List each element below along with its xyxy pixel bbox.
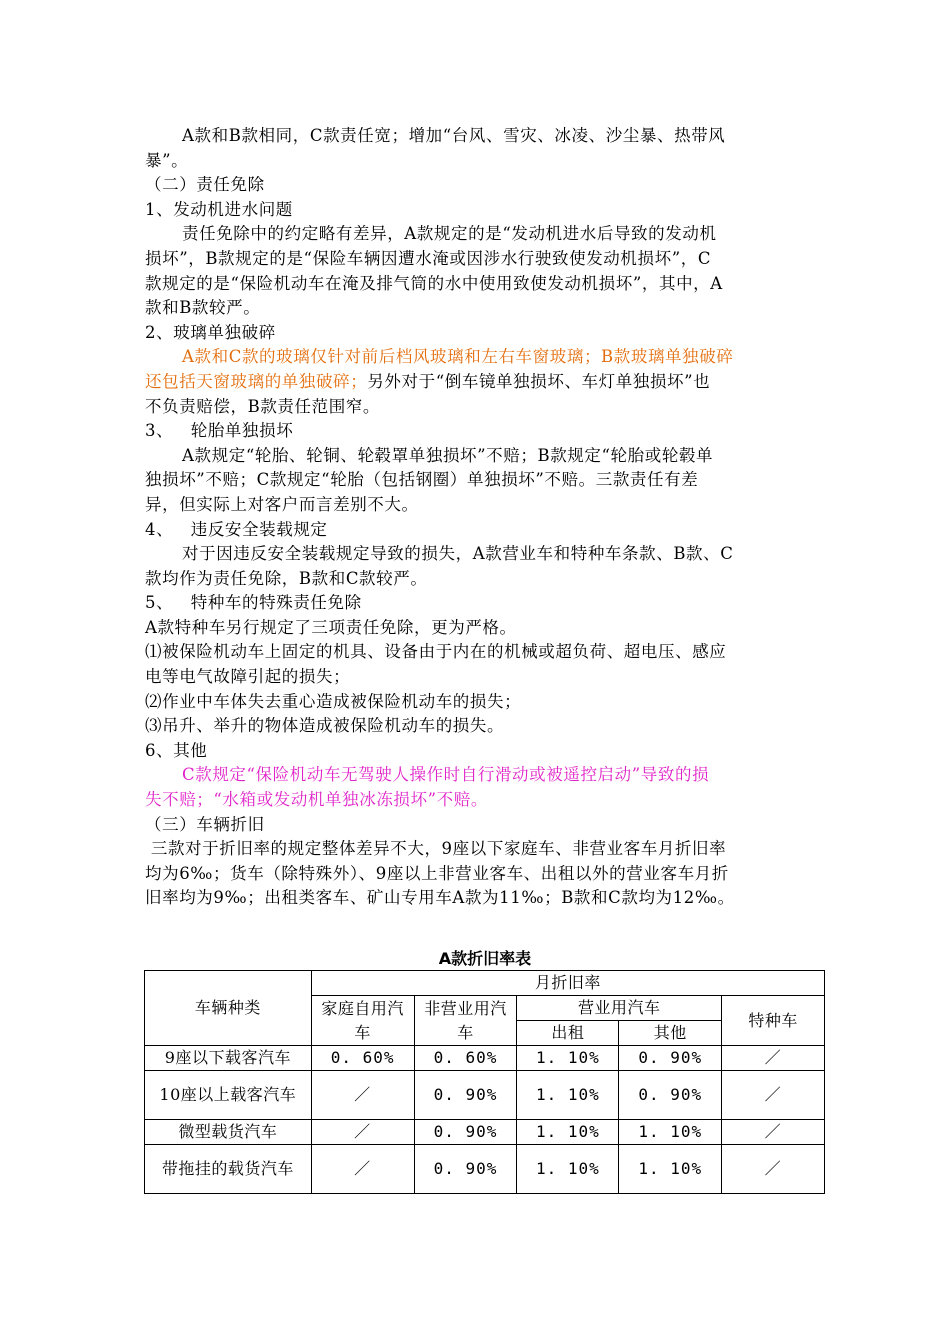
text-line: ⑶吊升、举升的物体造成被保险机动车的损失。 (145, 716, 505, 736)
text-line (145, 345, 805, 370)
text-line: A款和B款相同，C款责任宽；增加“台风、雪灾、冰凌、沙尘暴、热带风 (182, 126, 726, 145)
text-line: A款特种车另行规定了三项责任免除，更为严格。 (145, 617, 517, 637)
header-family: 家庭自用汽车 (311, 996, 414, 1046)
text-line: 责任免除中的约定略有差异，A款规定的是“发动机进水后导致的发动机 (182, 224, 717, 244)
cell-non-commercial: 0. 60% (414, 1046, 517, 1071)
depreciation-table (144, 970, 825, 1194)
table-row (145, 1145, 825, 1194)
text-line: 款和B款较严。 (145, 298, 261, 318)
cell-family: 0. 60% (311, 1046, 414, 1071)
highlighted-text: 还包括天窗玻璃的单独破碎； (145, 371, 368, 391)
text-line (145, 763, 805, 788)
header-special: 特种车 (722, 996, 825, 1046)
text-line: 均为6‰；货车（除特殊外）、9座以上非营业客车、出租以外的营业客车月折 (145, 863, 729, 883)
cell-special: ／ (722, 1071, 825, 1120)
text-line: 暴”。 (145, 150, 189, 170)
cell-taxi: 1. 10% (517, 1145, 619, 1194)
text-line: ⑴被保险机动车上固定的机具、设备由于内在的机械或超负荷、超电压、感应 (145, 642, 727, 662)
cell-other: 0. 90% (619, 1071, 722, 1120)
text-line: 6、其他 (145, 740, 208, 760)
text-line: 3、 轮胎单独损坏 (145, 421, 294, 441)
table-row (145, 1120, 825, 1145)
cell-special: ／ (722, 1145, 825, 1194)
text-line: 对于因违反安全装载规定导致的损失，A款营业车和特种车条款、B款、C (182, 544, 734, 564)
text-line: 三款对于折旧率的规定整体差异不大，9座以下家庭车、非营业客车月折旧率 (145, 839, 727, 859)
text-line: 5、 特种车的特殊责任免除 (145, 593, 362, 613)
header-non-commercial: 非营业用汽车 (414, 996, 517, 1046)
text-span: 另外对于“倒车镜单独损坏、车灯单独损坏”也 (367, 371, 711, 391)
text-line: 不负责赔偿，B款责任范围窄。 (145, 396, 381, 416)
text-line: 异，但实际上对客户而言差别不大。 (145, 494, 419, 514)
table-title: A款折旧率表 (438, 949, 532, 968)
text-line: 电等电气故障引起的损失； (145, 667, 351, 687)
highlighted-text: C款规定“保险机动车无驾驶人操作时自行滑动或被遥控启动”导致的损 (182, 765, 710, 785)
cell-family: ／ (311, 1145, 414, 1194)
header-other: 其他 (619, 1021, 722, 1046)
text-line: 款均作为责任免除，B款和C款较严。 (145, 568, 428, 588)
cell-other: 1. 10% (619, 1120, 722, 1145)
cell-taxi: 1. 10% (517, 1120, 619, 1145)
text-line (145, 788, 805, 813)
header-taxi: 出租 (517, 1021, 619, 1046)
text-line: A款规定“轮胎、轮铜、轮毂罩单独损坏”不赔；B款规定“轮胎或轮毂单 (182, 445, 714, 465)
highlighted-text: A款和C款的玻璃仅针对前后档风玻璃和左右车窗玻璃；B款玻璃单独破碎 (182, 347, 734, 367)
text-line: 旧率均为9‰；出租类客车、矿山专用车A款为11‰；B款和C款均为12‰。 (145, 888, 735, 908)
text-line: 损坏”，B款规定的是“保险车辆因遭水淹或因涉水行驶致使发动机损坏”，C (145, 248, 712, 268)
cell-non-commercial: 0. 90% (414, 1145, 517, 1194)
text-line: ⑵作业中车体失去重心造成被保险机动车的损失； (145, 691, 522, 711)
cell-other: 0. 90% (619, 1046, 722, 1071)
cell-special: ／ (722, 1120, 825, 1145)
cell-taxi: 1. 10% (517, 1046, 619, 1071)
cell-type: 微型载货汽车 (145, 1120, 312, 1145)
cell-family: ／ (311, 1071, 414, 1120)
cell-other: 1. 10% (619, 1145, 722, 1194)
text-line: （三）车辆折旧 (145, 814, 265, 834)
table-row (145, 1071, 825, 1120)
cell-non-commercial: 0. 90% (414, 1071, 517, 1120)
cell-type: 9座以下载客汽车 (145, 1046, 312, 1071)
header-commercial: 营业用汽车 (517, 996, 722, 1021)
cell-type: 带拖挂的载货汽车 (145, 1145, 312, 1194)
cell-family: ／ (311, 1120, 414, 1145)
text-line: 独损坏”不赔；C款规定“轮胎（包括钢圈）单独损坏”不赔。三款责任有差 (145, 470, 699, 490)
cell-non-commercial: 0. 90% (414, 1120, 517, 1145)
highlighted-text: 失不赔；“水箱或发动机单独冰冻损坏”不赔。 (145, 790, 488, 810)
table-row (145, 1046, 825, 1071)
document-body (145, 124, 805, 911)
text-line (145, 370, 805, 395)
text-line: 4、 违反安全装载规定 (145, 519, 328, 539)
text-line: 1、发动机进水问题 (145, 199, 293, 219)
cell-special: ／ (722, 1046, 825, 1071)
cell-taxi: 1. 10% (517, 1071, 619, 1120)
cell-type: 10座以上载客汽车 (145, 1071, 312, 1120)
header-monthly-rate: 月折旧率 (311, 971, 824, 996)
text-line: 2、玻璃单独破碎 (145, 322, 276, 342)
header-vehicle-type: 车辆种类 (145, 971, 312, 1046)
text-line: 款规定的是“保险机动车在淹及排气筒的水中使用致使发动机损坏”，其中，A (145, 273, 723, 293)
text-line: （二）责任免除 (145, 175, 265, 195)
